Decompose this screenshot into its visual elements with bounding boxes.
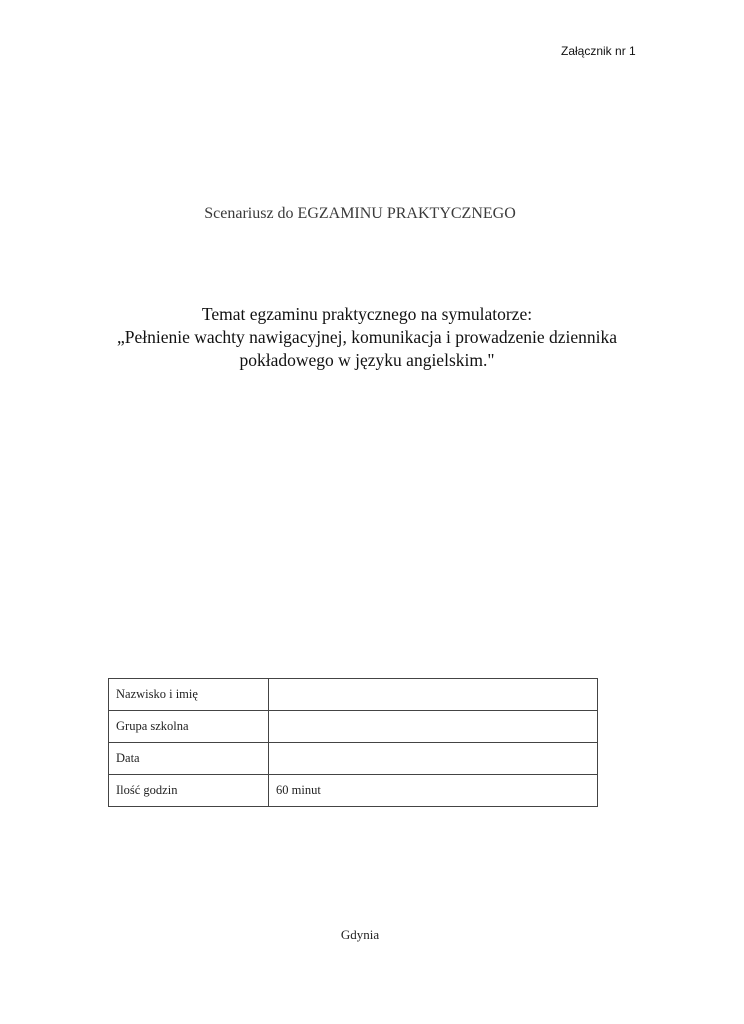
topic-line-3: pokładowego w języku angielskim." [239,350,495,370]
name-label: Nazwisko i imię [109,679,269,711]
date-field[interactable] [269,743,598,775]
topic-line-2: „Pełnienie wachty nawigacyjnej, komunikacja i prowadzenie dziennika [116,327,617,347]
group-label: Grupa szkolna [109,711,269,743]
hours-value: 60 minut [269,775,598,807]
attachment-label: Załącznik nr 1 [561,44,636,58]
group-field[interactable] [269,711,598,743]
name-field[interactable] [269,679,598,711]
table-row [109,679,598,711]
city-name: Gdynia [340,927,380,942]
topic-line-1: Temat egzaminu praktycznego na symulatorze: [201,304,533,324]
table-row [109,711,598,743]
date-label: Data [109,743,269,775]
exam-topic [0,303,734,372]
student-info-table [108,678,598,807]
scenario-title: Scenariusz do EGZAMINU PRAKTYCZNEGO [204,205,516,222]
table-row [109,775,598,807]
hours-label: Ilość godzin [109,775,269,807]
table-row [109,743,598,775]
